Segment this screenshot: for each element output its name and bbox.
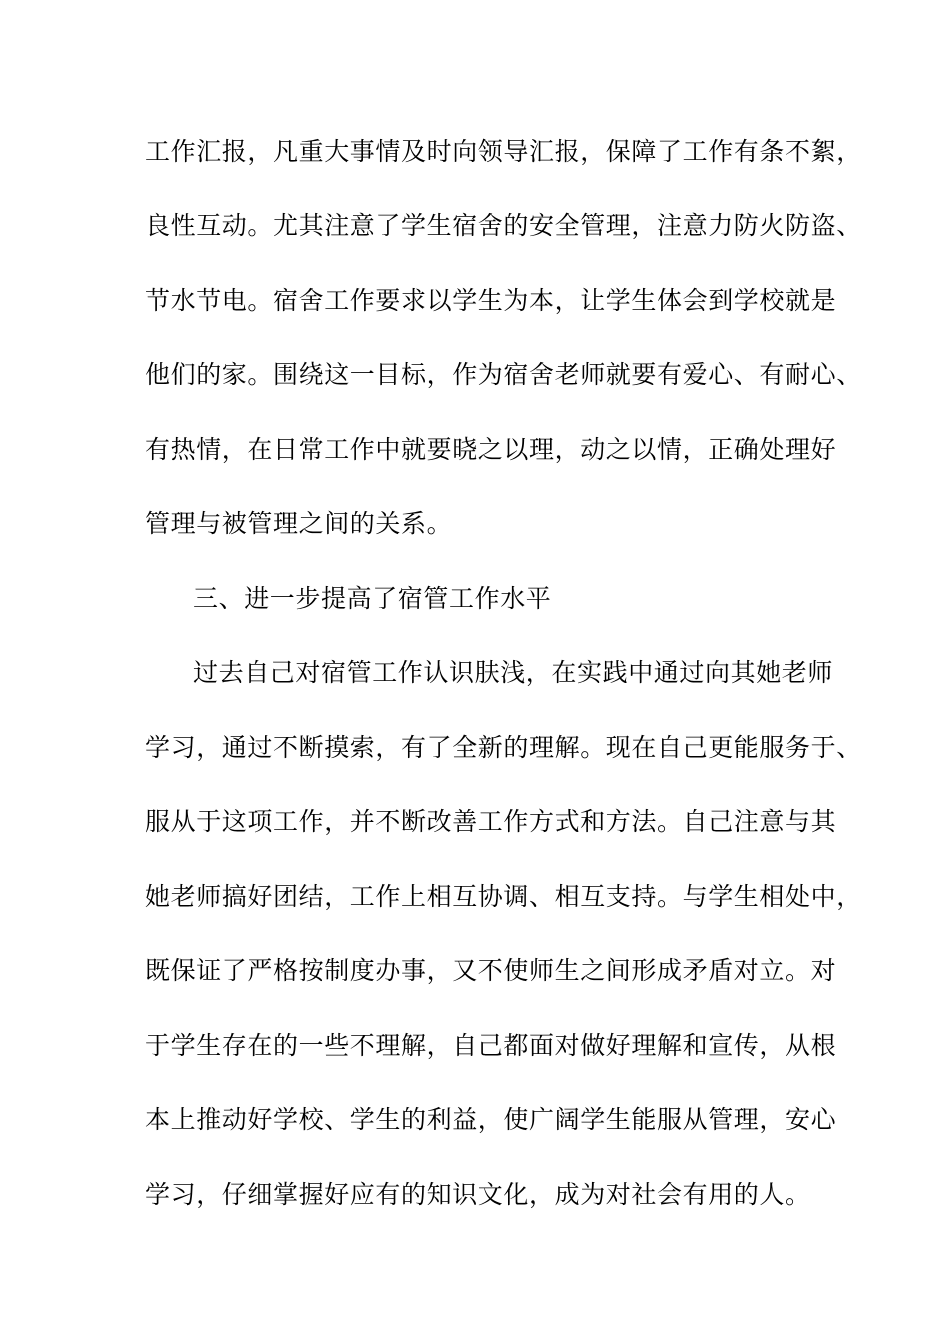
text-line: 节水节电。宿舍工作要求以学生为本，让学生体会到学校就是 (145, 286, 837, 315)
text-line: 既保证了严格按制度办事，又不使师生之间形成矛盾对立。对 (145, 956, 837, 985)
text-line: 服从于这项工作，并不断改善工作方式和方法。自己注意与其 (145, 807, 837, 836)
text-line: 良性互动。尤其注意了学生宿舍的安全管理，注意力防火防盗、 (145, 211, 862, 240)
text-line: 她老师搞好团结，工作上相互协调、相互支持。与学生相处中， (145, 882, 862, 911)
section-heading: 三、进一步提高了宿管工作水平 (193, 584, 552, 613)
text-line: 本上推动好学校、学生的利益，使广阔学生能服从管理，安心 (145, 1105, 837, 1134)
text-line: 有热情，在日常工作中就要晓之以理，动之以情，正确处理好 (145, 435, 837, 464)
text-line: 他们的家。围绕这一目标，作为宿舍老师就要有爱心、有耐心、 (145, 360, 862, 389)
text-line: 于学生存在的一些不理解，自己都面对做好理解和宣传，从根 (145, 1031, 837, 1060)
paragraph-first-line: 过去自己对宿管工作认识肤浅，在实践中通过向其她老师 (193, 658, 834, 687)
text-line: 工作汇报，凡重大事情及时向领导汇报，保障了工作有条不絮， (145, 137, 862, 166)
text-line: 学习，仔细掌握好应有的知识文化，成为对社会有用的人。 (145, 1180, 811, 1209)
text-line: 学习，通过不断摸索，有了全新的理解。现在自己更能服务于、 (145, 733, 862, 762)
text-line: 管理与被管理之间的关系。 (145, 509, 453, 538)
